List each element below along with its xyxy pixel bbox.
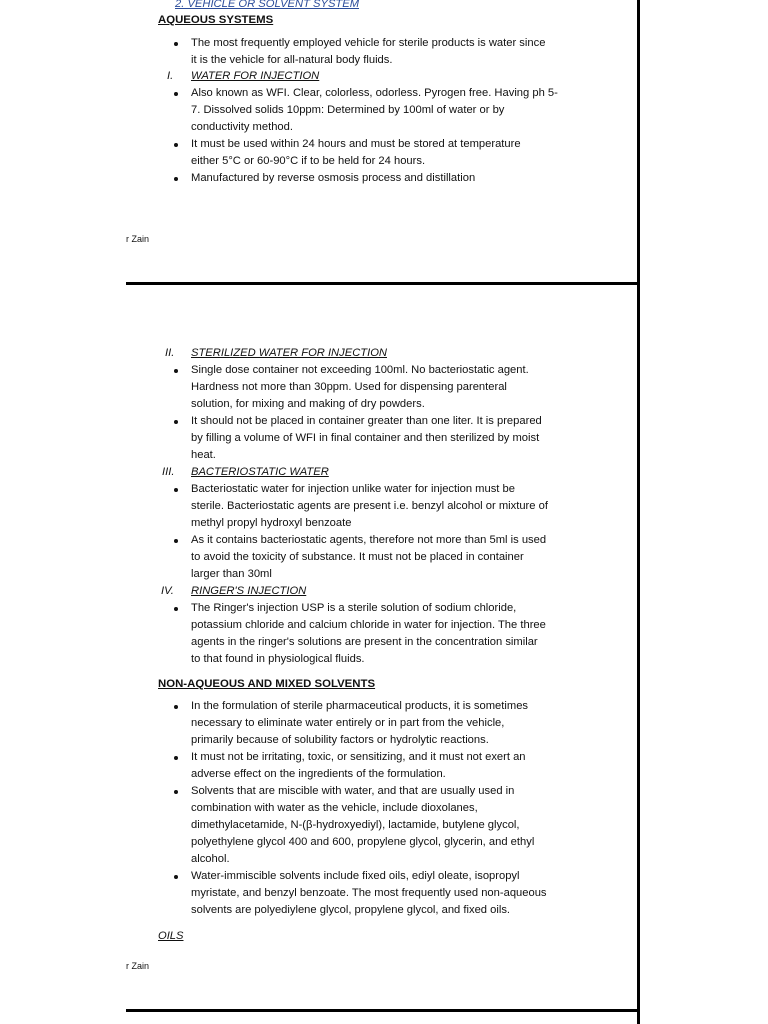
list-item-line: Single dose container not exceeding 100ml. No bacteriostatic agent. [191,364,529,376]
wfi-title: WATER FOR INJECTION [191,70,320,82]
list-item-line: heat. [191,449,216,461]
list-item-line: solution, for mixing and making of dry powders. [191,398,425,410]
list-item-line: conductivity method. [191,121,293,133]
list-item-line: combination with water as the vehicle, include dioxolanes, [191,802,478,814]
list-item-line: potassium chloride and calcium chloride in water for injection. The three [191,619,546,631]
list-item [191,362,542,413]
list-item [191,698,547,749]
list-item-line: to that found in physiological fluids. [191,653,365,665]
list-item-line: it is the vehicle for all-natural body fluids. [191,54,393,66]
list-item-line: It should not be placed in container greater than one liter. It is prepared [191,415,542,427]
swfi-list [191,362,542,464]
wfi-roman-numeral: I. [167,70,174,82]
list-item-line: It must not be irritating, toxic, or sensitizing, and it must not exert an [191,751,526,763]
list-item [191,868,547,919]
list-item-line: Water-immiscible solvents include fixed oils, ediyl oleate, isopropyl [191,870,520,882]
list-item-line: The Ringer's injection USP is a sterile solution of sodium chloride, [191,602,517,614]
swfi-title: STERILIZED WATER FOR INJECTION [191,347,387,359]
list-item [191,481,548,532]
ri-list [191,600,546,668]
bw-title: BACTERIOSTATIC WATER [191,466,329,478]
list-item-line: As it contains bacteriostatic agents, therefore not more than 5ml is used [191,534,547,546]
list-item-line: either 5°C or 60-90°C if to be held for 24 hours. [191,155,426,167]
list-item-line: dimethylacetamide, N-(β-hydroxyediyl), lactamide, butylene glycol, [191,819,520,831]
bw-roman-numeral: III. [162,466,175,478]
heading-non-aqueous: NON-AQUEOUS AND MIXED SOLVENTS [158,678,376,690]
list-item-line: polyethylene glycol 400 and 600, propylene glycol, glycerin, and ethyl [191,836,535,848]
heading-oils: OILS [158,930,184,942]
list-item [191,600,546,668]
list-item-line: primarily because of solubility factors or hydrolytic reactions. [191,734,489,746]
list-item-line: necessary to eliminate water entirely or in part from the vehicle, [191,717,505,729]
page2-footer: r Zain [126,961,150,971]
list-item-line: larger than 30ml [191,568,272,580]
page-bottom-line [126,1009,640,1012]
list-item [191,783,547,868]
list-item-line: Solvents that are miscible with water, and that are usually used in [191,785,515,797]
list-item-line: Bacteriostatic water for injection unlike water for injection must be [191,483,515,495]
wfi-list [191,85,558,187]
list-item [191,136,558,170]
list-item-line: agents in the ringer's solutions are present in the concentration similar [191,636,538,648]
page1-right-edge [637,0,640,284]
list-item-line: sterile. Bacteriostatic agents are present i.e. benzyl alcohol or mixture of [191,500,548,512]
list-item-line: adverse effect on the ingredients of the formulation. [191,768,446,780]
list-item-line: myristate, and benzyl benzoate. The most frequently used non-aqueous [191,887,547,899]
list-item [191,749,547,783]
list-item-line: by filling a volume of WFI in final container and then sterilized by moist [191,432,540,444]
list-item-line: 7. Dissolved solids 10ppm: Determined by 100ml of water or by [191,104,505,116]
swfi-roman-numeral: II. [165,347,175,359]
list-item [191,170,558,187]
list-item-line: It must be used within 24 hours and must be stored at temperature [191,138,521,150]
list-item-line: The most frequently employed vehicle for sterile products is water since [191,37,546,49]
ri-roman-numeral: IV. [161,585,174,597]
page2-right-edge [637,285,640,1024]
list-item [191,35,545,69]
section-title: 2. VEHICLE OR SOLVENT SYSTEM [175,0,360,10]
list-item-line: solvents are polyediylene glycol, propylene glycol, and fixed oils. [191,904,511,916]
aqueous-intro-list [191,35,545,69]
list-item-line: methyl propyl hydroxyl benzoate [191,517,352,529]
page1-footer: r Zain [126,234,150,244]
list-item [191,85,558,136]
non-aqueous-list [191,698,547,919]
page-separator [126,282,640,285]
list-item [191,413,542,464]
list-item-line: Hardness not more than 30ppm. Used for dispensing parenteral [191,381,507,393]
list-item [191,532,548,583]
list-item-line: Manufactured by reverse osmosis process and distillation [191,172,476,184]
list-item-line: In the formulation of sterile pharmaceutical products, it is sometimes [191,700,529,712]
ri-title: RINGER'S INJECTION [191,585,307,597]
bw-list [191,481,548,583]
list-item-line: alcohol. [191,853,230,865]
list-item-line: to avoid the toxicity of substance. It must not be placed in container [191,551,524,563]
heading-aqueous-systems: AQUEOUS SYSTEMS [158,14,274,26]
list-item-line: Also known as WFI. Clear, colorless, odorless. Pyrogen free. Having ph 5- [191,87,558,99]
